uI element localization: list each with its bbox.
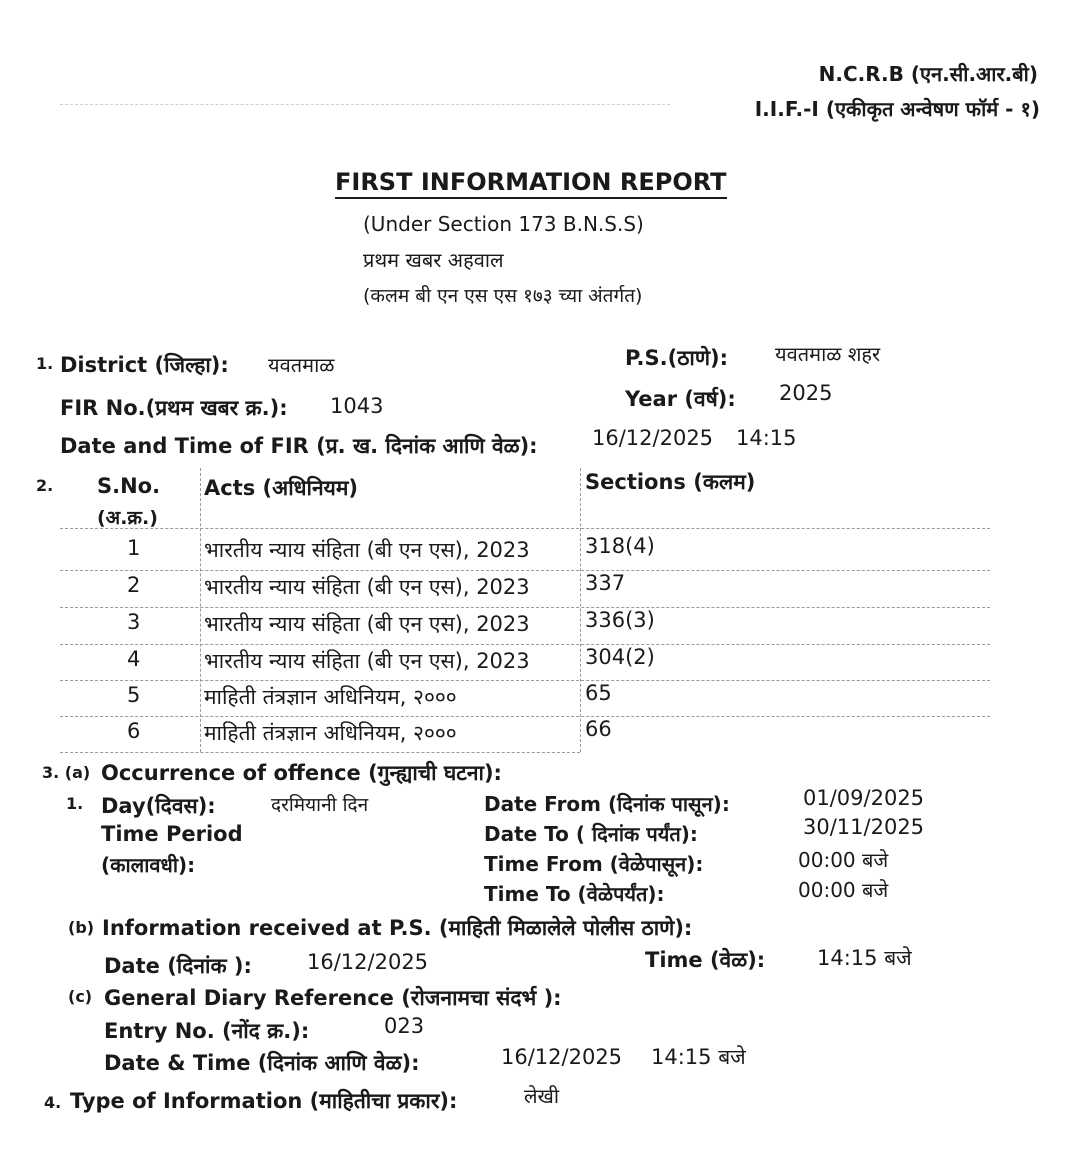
table-row-4-sno: 4 (127, 647, 141, 671)
section-3a-sub-number: 1. (66, 794, 84, 813)
table-row-6-act: माहिती तंत्रज्ञान अधिनियम, २००० (204, 721, 457, 745)
fir-datetime-label: Date and Time of FIR (प्र. ख. दिनांक आणि वेळ): (60, 434, 538, 458)
info-received-label: Information received at P.S. (माहिती मिळालेले पोलीस ठाणे): (102, 916, 693, 940)
year-label: Year (वर्ष): (625, 387, 736, 411)
general-diary-label: General Diary Reference (रोजनामचा संदर्भ ): (104, 986, 562, 1010)
type-of-information-value: लेखी (524, 1084, 560, 1108)
table-row-1-sno: 1 (127, 536, 141, 560)
date-from-value: 01/09/2025 (803, 786, 925, 810)
time-period-mr: (कालावधी): (101, 853, 196, 877)
section-3b-number: (b) (68, 918, 95, 937)
year-value: 2025 (779, 381, 833, 405)
police-station-label: P.S.(ठाणे): (625, 346, 729, 370)
date-from-label: Date From (दिनांक पासून): (484, 792, 730, 816)
info-time-value: 14:15 बजे (817, 946, 912, 970)
entry-number-label: Entry No. (नोंद क्र.): (104, 1019, 310, 1043)
table-row-3-act: भारतीय न्याय संहिता (बी एन एस), 2023 (204, 612, 530, 636)
occurrence-label: Occurrence of offence (गुन्ह्याची घटना): (101, 761, 502, 785)
table-row-rule (60, 716, 990, 717)
table-row-2-sno: 2 (127, 573, 141, 597)
table-row-1-act: भारतीय न्याय संहिता (बी एन एस), 2023 (204, 538, 530, 562)
fir-number-value: 1043 (330, 394, 384, 418)
table-row-4-section: 304(2) (585, 645, 655, 669)
acts-table-divider (200, 468, 201, 752)
time-period-label: Time Period (101, 822, 243, 846)
table-row-2-section: 337 (585, 571, 626, 595)
day-label: Day(दिवस): (101, 794, 216, 818)
gd-time-value: 14:15 बजे (651, 1045, 746, 1069)
table-row-rule (60, 607, 990, 608)
table-row-2-act: भारतीय न्याय संहिता (बी एन एस), 2023 (204, 575, 530, 599)
section-4-number: 4. (44, 1093, 62, 1112)
info-date-label: Date (दिनांक ): (104, 954, 252, 978)
section-1-number: 1. (36, 354, 54, 373)
info-date-value: 16/12/2025 (307, 950, 429, 974)
table-row-5-act: माहिती तंत्रज्ञान अधिनियम, २००० (204, 685, 457, 709)
section-3c-number: (c) (68, 987, 93, 1006)
police-station-value: यवतमाळ शहर (775, 342, 881, 366)
title-subtitle-mr: प्रथम खबर अहवाल (363, 248, 504, 272)
header-rule (60, 104, 670, 105)
info-time-label: Time (वेळ): (645, 948, 766, 972)
type-of-information-label: Type of Information (माहितीचा प्रकार): (70, 1089, 458, 1113)
day-value: दरमियानी दिन (271, 794, 369, 816)
section-2-number: 2. (36, 476, 54, 495)
table-row-rule (60, 680, 990, 681)
table-row-4-act: भारतीय न्याय संहिता (बी एन एस), 2023 (204, 649, 530, 673)
table-row-rule (60, 644, 990, 645)
header-sno-mr: (अ.क्र.) (97, 507, 158, 529)
time-from-label: Time From (वेळेपासून): (484, 852, 704, 876)
table-row-6-section: 66 (585, 717, 612, 741)
table-row-3-sno: 3 (127, 610, 141, 634)
date-to-label: Date To ( दिनांक पर्यंत): (484, 822, 698, 846)
iif-form-label: I.I.F.-I (एकीकृत अन्वेषण फॉर्म - १) (754, 97, 1040, 121)
gd-datetime-label: Date & Time (दिनांक आणि वेळ): (104, 1051, 420, 1075)
header-sno: S.No. (97, 474, 161, 498)
header-sections: Sections (कलम) (585, 470, 756, 494)
fir-number-label: FIR No.(प्रथम खबर क्र.): (60, 396, 288, 420)
time-to-label: Time To (वेळेपर्यंत): (484, 882, 665, 906)
table-row-3-section: 336(3) (585, 608, 655, 632)
header-acts: Acts (अधिनियम) (204, 476, 358, 500)
district-label: District (जिल्हा): (60, 353, 229, 377)
title-subtitle-mr2: (कलम बी एन एस एस १७३ च्या अंतर्गत) (363, 285, 643, 307)
page-title: FIRST INFORMATION REPORT (335, 168, 727, 199)
table-header-rule (60, 528, 990, 529)
entry-number-value: 023 (384, 1014, 425, 1038)
time-from-value: 00:00 बजे (798, 848, 889, 872)
fir-date-value: 16/12/2025 (592, 426, 714, 450)
sections-table-divider (580, 468, 581, 752)
ncrb-label: N.C.R.B (एन.सी.आर.बी) (818, 62, 1038, 86)
table-row-1-section: 318(4) (585, 534, 655, 558)
table-row-5-section: 65 (585, 681, 612, 705)
time-to-value: 00:00 बजे (798, 878, 889, 902)
title-subtitle-en: (Under Section 173 B.N.S.S) (363, 212, 644, 236)
district-value: यवतमाळ (268, 353, 335, 377)
table-row-rule (60, 752, 580, 753)
table-row-rule (60, 570, 990, 571)
date-to-value: 30/11/2025 (803, 815, 925, 839)
gd-date-value: 16/12/2025 (501, 1045, 623, 1069)
fir-time-value: 14:15 (736, 426, 797, 450)
section-3a-number: 3. (a) (42, 763, 91, 782)
table-row-6-sno: 6 (127, 719, 141, 743)
table-row-5-sno: 5 (127, 683, 141, 707)
